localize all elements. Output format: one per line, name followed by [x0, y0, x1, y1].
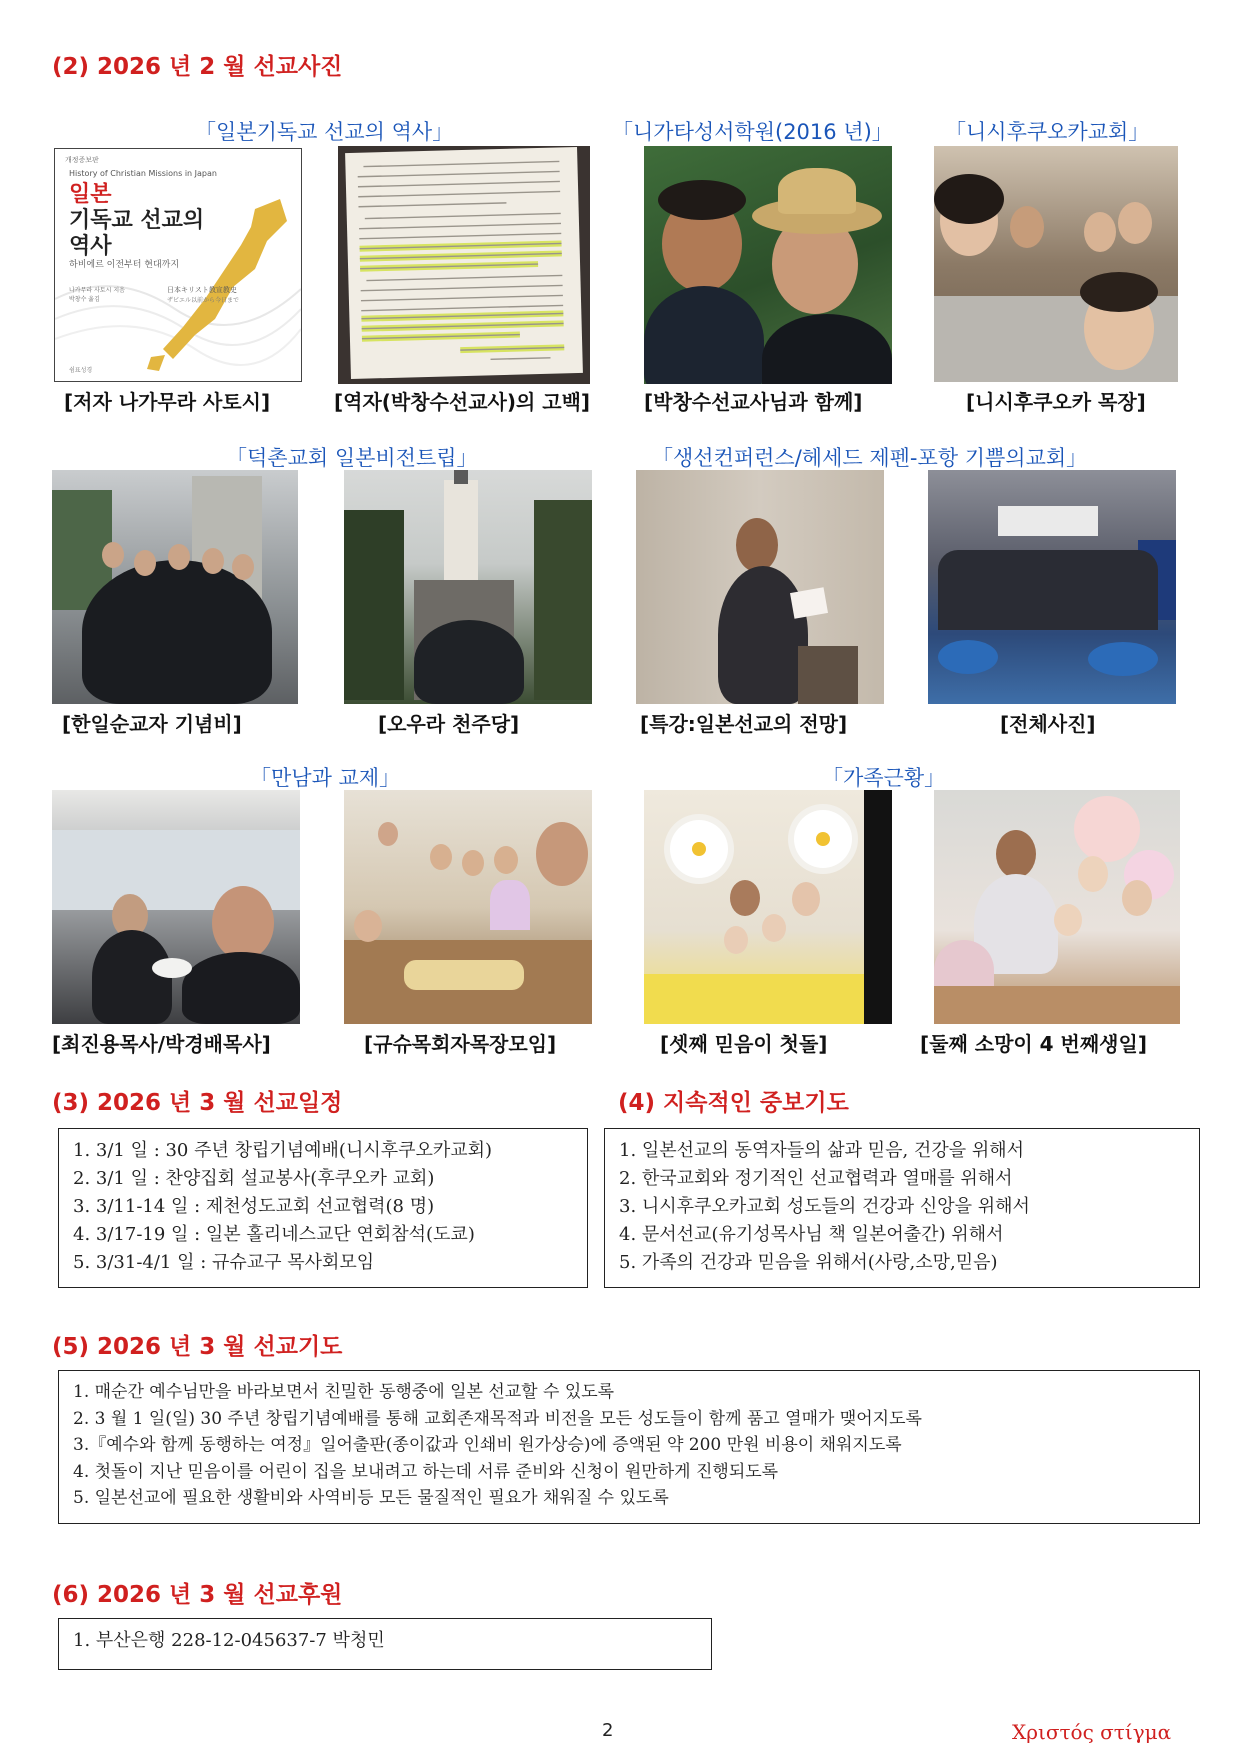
text-page-graphic — [345, 147, 583, 379]
person-head — [430, 844, 452, 870]
book-title-line1: 일본 — [69, 182, 112, 207]
person-body — [490, 880, 530, 930]
person-head — [996, 830, 1036, 878]
photo-translator-confession — [338, 146, 590, 384]
book-english-title: History of Christian Missions in Japan — [69, 169, 217, 178]
person-body — [762, 314, 892, 384]
intercession-item: 2. 한국교회와 정기적인 선교협력과 열매를 위해서 — [619, 1168, 1013, 1189]
trees — [344, 510, 404, 700]
caption-kyushu-pastors-cell: [규슈목회자목장모임] — [364, 1032, 557, 1056]
person-head — [378, 822, 398, 846]
intercession-box — [604, 1128, 1200, 1288]
schedule-item: 3. 3/11-14 일 : 제천성도교회 선교협력(8 명) — [73, 1196, 435, 1217]
church-tower — [444, 480, 478, 580]
book-translator: 박창수 옮김 — [69, 296, 100, 303]
person-head — [1010, 206, 1044, 248]
photo-with-missionary — [644, 146, 892, 384]
intercession-item: 3. 니시후쿠오카교회 성도들의 건강과 신앙을 위해서 — [619, 1196, 1030, 1217]
book-title-line3: 역사 — [69, 234, 112, 259]
book-publisher: 쉼표성경 — [69, 367, 93, 374]
photo-oura-cathedral — [344, 470, 592, 704]
intercession-item: 5. 가족의 건강과 믿음을 위해서(사랑,소망,믿음) — [619, 1252, 998, 1273]
photo-book-cover — [54, 148, 302, 382]
straw-hat-top — [778, 168, 856, 214]
book-subtitle: 하비에르 이전부터 현대까지 — [69, 260, 180, 270]
tablecloth — [644, 974, 864, 1024]
prayer-item: 5. 일본선교에 필요한 생활비와 사역비등 모든 물질적인 필요가 채워질 수 있도록 — [73, 1488, 669, 1508]
photo-pastors-meeting — [52, 790, 300, 1024]
group-label-deokchon-trip: 「덕촌교회 일본비전트립」 — [226, 446, 478, 470]
person-head — [462, 850, 484, 876]
group-of-people — [414, 620, 524, 704]
schedule-item: 2. 3/1 일 : 찬양집회 설교봉사(후쿠오카 교회) — [73, 1168, 435, 1189]
hair — [1080, 272, 1158, 312]
caption-author: [저자 나가무라 사토시] — [64, 390, 271, 414]
teacup — [152, 958, 192, 978]
section5-title: (5) 2026 년 3 월 선교기도 — [52, 1334, 343, 1360]
support-account: 1. 부산은행 228-12-045637-7 박청민 — [73, 1630, 385, 1651]
group-label-nishi-fukuoka: 「니시후쿠오카교회」 — [945, 120, 1150, 144]
person-head — [1118, 202, 1152, 244]
person-body — [644, 286, 764, 384]
hair — [658, 180, 746, 220]
speaker-body — [718, 566, 808, 704]
person-head — [536, 822, 588, 886]
intercession-item: 4. 문서선교(유기성목사님 책 일본어출간) 위해서 — [619, 1224, 1004, 1245]
text-lines-graphic — [345, 147, 583, 379]
intercession-item: 1. 일본선교의 동역자들의 삶과 믿음, 건강을 위해서 — [619, 1140, 1024, 1161]
schedule-item: 1. 3/1 일 : 30 주년 창립기념예배(니시후쿠오카교회) — [73, 1140, 493, 1161]
photo-fourth-birthday — [934, 790, 1180, 1024]
photo-kyushu-pastors-cell — [344, 790, 592, 1024]
caption-group-overall: [전체사진] — [1000, 712, 1096, 736]
person-head — [232, 554, 254, 580]
group-label-book-history: 「일본기독교 선교의 역사」 — [195, 120, 454, 144]
prayer-box — [58, 1370, 1200, 1524]
photo-special-lecture — [636, 470, 884, 704]
photo-nishi-fukuoka-group — [934, 146, 1178, 382]
group-label-conference: 「생선컨퍼런스/헤세드 제펜-포항 기쁨의교회」 — [652, 446, 1088, 470]
prayer-item: 1. 매순간 예수님만을 바라보면서 친밀한 동행중에 일본 선교할 수 있도록 — [73, 1382, 615, 1402]
person-head — [168, 544, 190, 570]
caption-nishi-fukuoka-cell: [니시후쿠오카 목장] — [966, 390, 1146, 414]
prayer-item: 4. 첫돌이 지난 믿음이를 어린이 집을 보내려고 하는데 서류 준비와 신청이 원만하게 진행되도록 — [73, 1461, 779, 1482]
speaker-head — [736, 518, 778, 572]
flower-center — [692, 842, 706, 856]
group-label-fellowship: 「만남과 교제」 — [250, 766, 401, 790]
caption-fourth-birthday: [둘째 소망이 4 번째생일] — [920, 1032, 1147, 1056]
group-label-family-news: 「가족근황」 — [822, 766, 946, 790]
food-plates — [404, 960, 524, 990]
book-title-line2: 기독교 선교의 — [69, 208, 205, 233]
book-author: 나카무라 사토시 지음 — [69, 287, 125, 294]
person-head — [1084, 212, 1116, 252]
person-head — [354, 910, 382, 942]
schedule-item: 4. 3/17-19 일 : 일본 홀리네스교단 연회참석(도쿄) — [73, 1224, 475, 1245]
podium — [798, 646, 858, 704]
round-table — [938, 640, 998, 674]
person-head — [792, 882, 820, 916]
book-jp-title: 日本キリスト教宣教史 — [167, 286, 237, 294]
person-head — [724, 926, 748, 954]
person-head — [494, 846, 518, 874]
schedule-item: 5. 3/31-4/1 일 : 규슈교구 목사회모임 — [73, 1252, 375, 1273]
prayer-item: 2. 3 월 1 일(일) 30 주년 창립기념예배를 통해 교회존재목적과 비전을 모든 성도들이 함께 품고 열매가 맺어지도록 — [73, 1408, 922, 1429]
round-table — [1088, 642, 1158, 676]
group-label-niigata: 「니가타성서학원(2016 년)」 — [612, 120, 893, 144]
group-of-people — [82, 560, 272, 704]
book-jp-subtitle: ザビエル以前から今日まで — [167, 297, 240, 304]
curtain — [864, 790, 892, 1024]
paper-fan-decoration — [1074, 796, 1140, 862]
schedule-box — [58, 1128, 588, 1288]
section4-title: (4) 지속적인 중보기도 — [618, 1090, 849, 1116]
person-head — [1122, 880, 1152, 916]
prayer-item: 3.『예수와 함께 동행하는 여정』일어출판(종이값과 인쇄비 원가상승)에 증액된 약 200 만원 비용이 채워지도록 — [73, 1435, 902, 1455]
caption-special-lecture: [특강:일본선교의 전망] — [640, 712, 848, 736]
person-body — [92, 930, 172, 1024]
photo-first-birthday — [644, 790, 892, 1024]
person-head — [134, 550, 156, 576]
book-edition: 개정증보판 — [65, 156, 99, 164]
banner — [998, 506, 1098, 536]
section3-title: (3) 2026 년 3 월 선교일정 — [52, 1090, 343, 1116]
caption-pastors-meeting: [최진용목사/박경배목사] — [52, 1032, 271, 1056]
flower-center — [816, 832, 830, 846]
cross-icon — [454, 470, 468, 484]
person-body — [182, 952, 300, 1024]
caption-with-missionary: [박창수선교사님과 함께] — [644, 390, 863, 414]
section6-title: (6) 2026 년 3 월 선교후원 — [52, 1582, 343, 1608]
photo-martyrs-memorial — [52, 470, 298, 704]
caption-oura-cathedral: [오우라 천주당] — [378, 712, 520, 736]
photo-group-overall — [928, 470, 1176, 704]
footer-motto: Χριστός στίγμα — [1012, 1720, 1172, 1744]
palm-trees — [534, 500, 592, 700]
caption-translator: [역자(박창수선교사)의 고백] — [334, 390, 591, 414]
person-head — [730, 880, 760, 916]
caption-first-birthday: [셋째 믿음이 첫돌] — [660, 1032, 828, 1056]
support-box — [58, 1618, 712, 1670]
person-head — [1078, 856, 1108, 892]
hair — [934, 174, 1004, 224]
page-number: 2 — [602, 1720, 614, 1741]
person-head — [202, 548, 224, 574]
person-head — [102, 542, 124, 568]
crowd — [938, 550, 1158, 630]
caption-martyrs-memorial: [한일순교자 기념비] — [62, 712, 242, 736]
section2-title: (2) 2026 년 2 월 선교사진 — [52, 54, 343, 80]
person-head — [212, 886, 274, 960]
person-head — [762, 914, 786, 942]
table — [934, 986, 1180, 1024]
person-head — [1054, 904, 1082, 936]
